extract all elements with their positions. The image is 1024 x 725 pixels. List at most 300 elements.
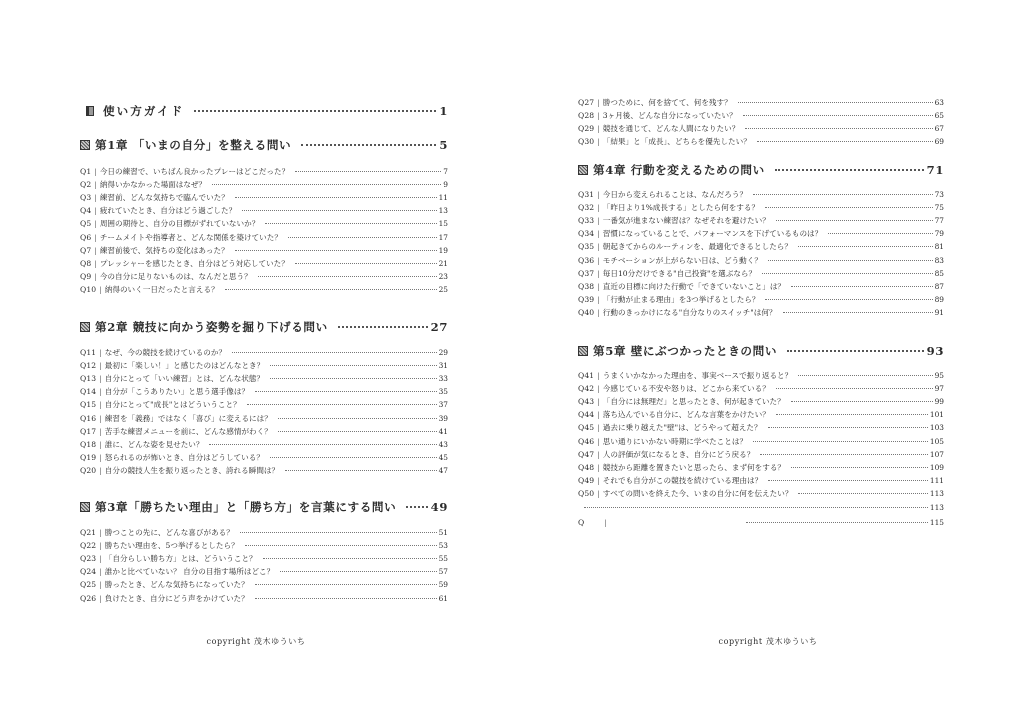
copyright-right: copyright 茂木ゆういち: [718, 637, 818, 646]
question-text: チームメイトや指導者と、どんな関係を築けていた？: [99, 232, 282, 242]
toc-entry[interactable]: [578, 294, 944, 305]
separator: |: [94, 258, 97, 268]
page-number: 59: [438, 580, 448, 590]
separator: |: [597, 489, 600, 499]
question-text: 毎日10分だけできる"自己投資"を選ぶなら？: [602, 268, 757, 278]
separator: |: [99, 426, 102, 436]
chapter-title: 第1章 「いまの自分」を整える問い: [95, 138, 292, 152]
toc-entry[interactable]: [80, 593, 448, 604]
question-text: 競技を通じて、どんな人間になりたい？: [602, 123, 740, 133]
question-number: Q4: [80, 206, 92, 216]
toc-entry[interactable]: [578, 370, 944, 381]
question-number: Q30: [578, 137, 595, 147]
page-number: 77: [934, 215, 944, 225]
page-number: 79: [934, 229, 944, 239]
chapter-1-heading[interactable]: [80, 136, 448, 154]
separator: |: [99, 400, 102, 410]
dot-leader: [247, 404, 437, 405]
dot-leader: [255, 391, 437, 392]
separator: |: [597, 462, 600, 472]
dot-leader: [768, 427, 928, 428]
copyright-left: copyright 茂木ゆういち: [206, 637, 306, 646]
toc-entry[interactable]: [80, 527, 448, 538]
question-text: 今日から変えられることは、なんだろう？: [602, 189, 748, 199]
toc-entry[interactable]: [80, 179, 448, 190]
question-number: Q19: [80, 453, 97, 463]
page-number: 113: [929, 502, 944, 512]
question-text: 人の評価が気になるとき、自分にどう戻る？: [602, 449, 755, 459]
page-number: 109: [929, 462, 944, 472]
page-number: 69: [934, 137, 944, 147]
dot-leader: [270, 365, 436, 366]
separator: |: [597, 449, 600, 459]
dot-leader: [240, 532, 437, 533]
page-number: 39: [438, 413, 448, 423]
toc-entry[interactable]: [578, 97, 944, 108]
question-number: Q43: [578, 396, 595, 406]
page-number: 29: [438, 347, 448, 357]
separator: |: [604, 517, 607, 527]
book-icon: [86, 106, 94, 116]
toc-entry[interactable]: [80, 386, 448, 397]
separator: |: [597, 123, 600, 133]
separator: |: [597, 370, 600, 380]
dot-leader: [242, 210, 436, 211]
page-number: 19: [438, 245, 448, 255]
toc-entry[interactable]: [578, 215, 944, 226]
page-number: 111: [929, 476, 944, 486]
separator: |: [597, 308, 600, 318]
toc-entry[interactable]: [80, 258, 448, 269]
question-number: Q41: [578, 370, 595, 380]
dot-leader: [288, 237, 437, 238]
page-number: 75: [934, 202, 944, 212]
toc-entry[interactable]: [80, 284, 448, 295]
chapter-title: 第2章 競技に向かう姿勢を掘り下げる問い: [95, 320, 328, 334]
dot-leader: [278, 418, 437, 419]
question-number: Q14: [80, 387, 97, 397]
toc-entry[interactable]: [578, 449, 944, 460]
toc-entry[interactable]: [80, 373, 448, 384]
dot-leader: [263, 558, 437, 559]
toc-entry[interactable]: [80, 566, 448, 577]
question-text: 最初に「楽しい！」と感じたのはどんなとき？: [104, 360, 265, 370]
separator: |: [99, 347, 102, 357]
dot-leader: [757, 141, 933, 142]
dot-leader: [255, 584, 437, 585]
toc-entry[interactable]: [578, 517, 944, 528]
page-number: 105: [929, 436, 944, 446]
dot-leader: [776, 220, 933, 221]
separator: |: [94, 179, 97, 189]
dot-leader: [776, 414, 928, 415]
question-text: 納得いかなかった場面はなぜ？: [99, 179, 207, 189]
page-number: 115: [929, 517, 944, 527]
page-number: 45: [438, 453, 448, 463]
page-number: 27: [430, 320, 448, 334]
toc-entry[interactable]: [80, 347, 448, 358]
toc-entry[interactable]: [80, 413, 448, 424]
page-number: 31: [438, 360, 448, 370]
separator: |: [597, 202, 600, 212]
chapter-title: 第4章 行動を変えるための問い: [593, 163, 765, 177]
question-text: 勝つために、何を捨てて、何を残す？: [602, 97, 732, 107]
dot-leader: [225, 289, 437, 290]
page-number: 97: [934, 383, 944, 393]
dot-leader: [791, 286, 933, 287]
separator: |: [94, 206, 97, 216]
chapter-4-heading[interactable]: [578, 161, 944, 179]
question-number: Q25: [80, 580, 97, 590]
toc-entry[interactable]: [578, 281, 944, 292]
question-number: Q47: [578, 449, 595, 459]
separator: |: [99, 285, 102, 295]
separator: |: [597, 229, 600, 239]
page-number: 25: [438, 285, 448, 295]
question-text: 今感じている不安や怒りは、どこから来ている？: [602, 383, 770, 393]
question-number: Q46: [578, 436, 595, 446]
chapter-3-heading[interactable]: [80, 498, 448, 516]
separator: |: [99, 387, 102, 397]
dot-leader: [406, 506, 427, 508]
question-number: Q: [578, 517, 585, 527]
separator: |: [597, 242, 600, 252]
question-number: Q50: [578, 489, 595, 499]
separator: |: [99, 439, 102, 449]
question-number: Q2: [80, 179, 92, 189]
separator: |: [597, 295, 600, 305]
chapter-marker-icon: [578, 165, 588, 175]
dot-leader: [791, 467, 928, 468]
toc-entry[interactable]: [578, 268, 944, 279]
page-number: 5: [439, 138, 448, 152]
question-text: 朝起きてからのルーティンを、最適化できるとしたら？: [602, 242, 792, 252]
toc-entry[interactable]: [578, 436, 944, 447]
question-text: 行動のきっかけになる"自分なりのスイッチ"は何？: [602, 308, 777, 318]
question-text: 一番気が進まない練習は？なぜそれを避けたい？: [602, 215, 770, 225]
question-number: Q24: [80, 567, 97, 577]
question-number: Q29: [578, 123, 595, 133]
page-number: 63: [934, 97, 944, 107]
dot-leader: [798, 493, 927, 494]
dot-leader: [278, 431, 437, 432]
question-text: それでも自分がこの競技を続けている理由は？: [602, 476, 763, 486]
question-number: Q17: [80, 426, 97, 436]
toc-entry[interactable]: [578, 502, 944, 513]
dot-leader: [768, 260, 933, 261]
question-number: Q36: [578, 255, 595, 265]
toc-entry[interactable]: [578, 396, 944, 407]
page-number: 11: [438, 192, 448, 202]
page-number: 57: [438, 567, 448, 577]
question-text: 負けたとき、自分にどう声をかけていた？: [104, 593, 249, 603]
dot-leader: [235, 250, 437, 251]
question-number: Q26: [80, 593, 97, 603]
separator: |: [94, 192, 97, 202]
question-number: Q12: [80, 360, 97, 370]
dot-leader: [783, 312, 933, 313]
question-number: Q18: [80, 439, 97, 449]
separator: |: [597, 110, 600, 120]
dot-leader: [270, 378, 437, 379]
page-number: 103: [929, 423, 944, 433]
page-number: 43: [438, 439, 448, 449]
chapter-5-heading[interactable]: [578, 342, 944, 360]
toc-entry[interactable]: [578, 409, 944, 420]
toc-entry[interactable]: [80, 232, 448, 243]
separator: |: [99, 466, 102, 476]
question-text: 「自分らしい勝ち方」とは、どういうこと？: [104, 553, 257, 563]
question-text: 自分にとって"成長"とはどういうこと？: [104, 400, 241, 410]
separator: |: [99, 540, 102, 550]
question-text: 勝ちたい理由を、5つ挙げるとしたら？: [104, 540, 239, 550]
question-number: Q44: [578, 410, 595, 420]
toc-entry[interactable]: [578, 228, 944, 239]
dot-leader: [209, 444, 436, 445]
question-number: Q13: [80, 373, 97, 383]
chapter-marker-icon: [80, 502, 90, 512]
question-text: うまくいかなかった理由を、事実ベースで振り返ると？: [602, 370, 793, 380]
toc-entry[interactable]: [80, 360, 448, 371]
page-number: 33: [438, 373, 448, 383]
question-number: Q3: [80, 192, 92, 202]
page-number: 7: [443, 166, 448, 176]
question-text: 誰かと比べていない？ 自分の目指す場所はどこ？: [104, 567, 275, 577]
dot-leader: [791, 401, 933, 402]
question-number: Q8: [80, 258, 92, 268]
page-number: 71: [926, 163, 944, 177]
separator: |: [94, 232, 97, 242]
question-text: モチベーションが上がらない日は、どう動く？: [602, 255, 762, 265]
toc-entry[interactable]: [80, 540, 448, 551]
question-text: 納得のいく一日だったと言える？: [104, 285, 219, 295]
page-number: 61: [438, 593, 448, 603]
question-text: 「行動が止まる理由」を3つ挙げるとしたら？: [602, 295, 760, 305]
toc-entry[interactable]: [80, 553, 448, 564]
question-number: Q27: [578, 97, 595, 107]
toc-entry[interactable]: [578, 241, 944, 252]
question-number: Q6: [80, 232, 92, 242]
question-text: 習慣になっていることで、パフォーマンスを下げているものは？: [602, 229, 823, 239]
page-number: 87: [934, 281, 944, 291]
page-number: 49: [430, 500, 448, 514]
separator: |: [99, 360, 102, 370]
question-number: Q16: [80, 413, 97, 423]
question-text: 練習前後で、気持ちの変化はあった？: [99, 245, 229, 255]
question-number: Q33: [578, 215, 595, 225]
question-text: 3ヶ月後、どんな自分になっていたい？: [602, 110, 737, 120]
question-text: 「自分には無理だ」と思ったとき、何が起きていた？: [602, 396, 785, 406]
page-number: 53: [438, 540, 448, 550]
toc-entry[interactable]: [80, 205, 448, 216]
question-number: Q32: [578, 202, 595, 212]
toc-entry[interactable]: [80, 439, 448, 450]
separator: |: [597, 396, 600, 406]
question-text: 周囲の期待と、自分の目標がずれていないか？: [99, 219, 260, 229]
page-number: 113: [929, 489, 944, 499]
dot-leader: [285, 470, 436, 471]
page-number: 73: [934, 189, 944, 199]
toc-entry[interactable]: [80, 579, 448, 590]
chapter-marker-icon: [80, 140, 90, 150]
toc-entry[interactable]: [578, 136, 944, 147]
dot-leader: [765, 299, 932, 300]
toc-entry[interactable]: [80, 399, 448, 410]
toc-entry[interactable]: [80, 271, 448, 282]
question-text: なぜ、今の競技を続けているのか？: [104, 347, 227, 357]
toc-entry[interactable]: [80, 166, 448, 177]
separator: |: [597, 268, 600, 278]
dot-leader: [301, 144, 436, 146]
question-text: 競技から距離を置きたいと思ったら、まず何をする？: [602, 462, 786, 472]
separator: |: [94, 166, 97, 176]
question-number: Q49: [578, 476, 595, 486]
question-text: 自分が「こうありたい」と思う選手像は？: [104, 387, 250, 397]
separator: |: [94, 272, 97, 282]
question-number: Q31: [578, 189, 595, 199]
toc-entry[interactable]: [578, 307, 944, 318]
dot-leader: [746, 522, 928, 523]
page-number: 37: [438, 400, 448, 410]
toc-entry[interactable]: [80, 192, 448, 203]
chapter-title: 第3章「勝ちたい理由」と「勝ち方」を言葉にする問い: [95, 500, 397, 514]
toc-entry[interactable]: [578, 123, 944, 134]
dot-leader: [753, 441, 928, 442]
question-text: 勝つことの先に、どんな喜びがある？: [104, 527, 234, 537]
page-number: 23: [438, 272, 448, 282]
dot-leader: [798, 375, 932, 376]
question-text: 思い通りにいかない時期に学べたことは？: [602, 436, 748, 446]
separator: |: [99, 553, 102, 563]
toc-entry[interactable]: [80, 218, 448, 229]
separator: |: [597, 281, 600, 291]
dot-leader: [258, 276, 437, 277]
question-number: Q34: [578, 229, 595, 239]
toc-entry[interactable]: [578, 422, 944, 433]
separator: |: [597, 137, 600, 147]
dot-leader: [743, 115, 933, 116]
separator: |: [94, 245, 97, 255]
page-number: 101: [929, 410, 944, 420]
chapter-title: 使い方ガイド: [103, 104, 185, 118]
question-text: すべての問いを終えた今、いまの自分に何を伝えたい？: [602, 489, 793, 499]
question-text: 今の自分に足りないものは、なんだと思う？: [99, 272, 252, 282]
separator: |: [99, 527, 102, 537]
page-number: 35: [438, 387, 448, 397]
page-number: 55: [438, 553, 448, 563]
usage-guide-heading[interactable]: [86, 102, 448, 120]
question-text: 誰に、どんな姿を見せたい？: [104, 439, 204, 449]
page-number: 41: [438, 426, 448, 436]
dot-leader: [738, 102, 933, 103]
question-text: 怒られるのが怖いとき、自分はどうしている？: [104, 453, 264, 463]
dot-leader: [295, 171, 441, 172]
separator: |: [597, 410, 600, 420]
question-number: Q42: [578, 383, 595, 393]
chapter-title: 第5章 壁にぶつかったときの問い: [593, 344, 778, 358]
toc-entry[interactable]: [80, 465, 448, 476]
separator: |: [597, 383, 600, 393]
chapter-marker-icon: [80, 322, 90, 332]
dot-leader: [765, 207, 933, 208]
page-number: 9: [443, 179, 448, 189]
separator: |: [94, 219, 97, 229]
question-number: Q15: [80, 400, 97, 410]
dot-leader: [762, 273, 932, 274]
question-number: Q20: [80, 466, 97, 476]
separator: |: [99, 453, 102, 463]
question-text: プレッシャーを感じたとき、自分はどう対応していた？: [99, 258, 289, 268]
dot-leader: [280, 571, 436, 572]
question-text: 苦手な練習メニューを前に、どんな感情がわく？: [104, 426, 272, 436]
question-number: Q5: [80, 219, 92, 229]
page-number: 15: [438, 219, 448, 229]
dot-leader: [787, 350, 924, 352]
question-number: Q10: [80, 285, 97, 295]
toc-entry[interactable]: [578, 488, 944, 499]
separator: |: [99, 593, 102, 603]
chapter-marker-icon: [578, 346, 588, 356]
question-text: 「結果」と「成長」、どちらを優先したい？: [602, 137, 751, 147]
dot-leader: [245, 545, 437, 546]
question-text: 練習前、どんな気持ちで臨んでいた？: [99, 192, 229, 202]
toc-list-right: [512, 0, 1024, 725]
question-number: Q9: [80, 272, 92, 282]
dot-leader: [295, 263, 437, 264]
page-number: 83: [934, 255, 944, 265]
question-number: Q11: [80, 347, 97, 357]
toc-entry[interactable]: [80, 245, 448, 256]
page-number: 89: [934, 295, 944, 305]
dot-leader: [828, 233, 932, 234]
toc-entry[interactable]: [578, 462, 944, 473]
question-text: 直近の目標に向けた行動で「できていないこと」は？: [602, 281, 786, 291]
page-number: 21: [438, 258, 448, 268]
toc-entry[interactable]: [578, 255, 944, 266]
page-number: 1: [439, 104, 448, 118]
toc-entry[interactable]: [578, 110, 944, 121]
question-number: Q38: [578, 281, 595, 291]
toc-entry[interactable]: [80, 452, 448, 463]
question-number: Q23: [80, 553, 97, 563]
separator: |: [99, 373, 102, 383]
chapter-2-heading[interactable]: [80, 318, 448, 336]
question-text: 練習を「義務」ではなく「喜び」に変えるには？: [104, 413, 272, 423]
toc-entry[interactable]: [578, 475, 944, 486]
question-text: 落ち込んでいる自分に、どんな言葉をかけたい？: [602, 410, 770, 420]
separator: |: [99, 567, 102, 577]
page-number: 67: [934, 123, 944, 133]
dot-leader: [232, 352, 437, 353]
question-text: 勝ったとき、どんな気持ちになっていた？: [104, 580, 249, 590]
dot-leader: [584, 507, 928, 508]
toc-entry[interactable]: [578, 383, 944, 394]
toc-entry[interactable]: [578, 189, 944, 200]
question-number: Q7: [80, 245, 92, 255]
question-number: Q1: [80, 166, 92, 176]
dot-leader: [775, 169, 924, 171]
question-number: Q45: [578, 423, 595, 433]
separator: |: [597, 255, 600, 265]
question-text: 自分にとって「いい練習」とは、どんな状態？: [104, 373, 265, 383]
question-number: Q40: [578, 308, 595, 318]
separator: |: [99, 580, 102, 590]
question-number: Q37: [578, 268, 595, 278]
toc-entry[interactable]: [578, 202, 944, 213]
page-number: 99: [934, 396, 944, 406]
right-page: [512, 0, 1024, 725]
toc-entry[interactable]: [80, 426, 448, 437]
